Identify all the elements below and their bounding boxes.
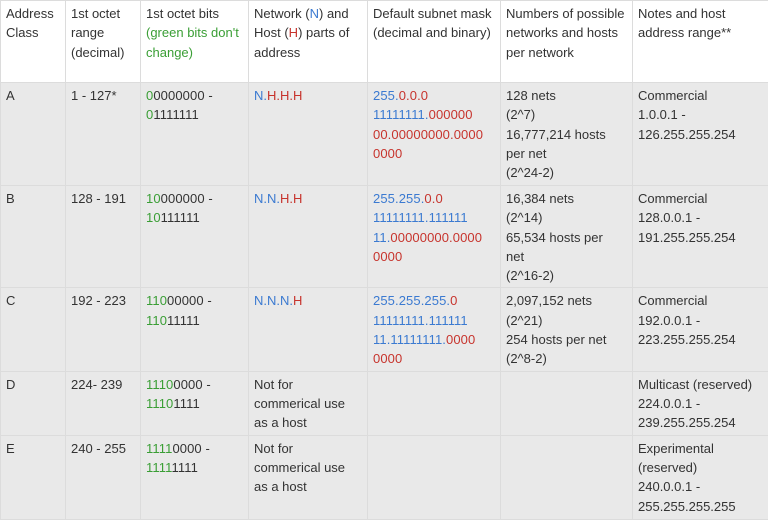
cell-class: E [1,435,66,519]
header-nh-n: N [310,6,319,21]
cell-counts [501,371,633,435]
header-notes: Notes and host address range** [633,1,768,83]
count-line: 254 hosts per net [506,330,628,349]
count-line: (2^7) [506,105,628,124]
mask-network: 255.255. [373,191,424,206]
host-part: H.H [280,191,302,206]
count-line: 65,534 hosts per [506,228,628,247]
header-counts: Numbers of possible networks and hosts per network [501,1,633,83]
note-line: Commercial [638,189,764,208]
header-address-class: Address Class [1,1,66,83]
network-part: N. [254,88,267,103]
header-nh-text-2: ) and Host ( [254,6,349,40]
cell-notes [633,371,768,435]
mask-host: 0000 [373,351,402,366]
mask-network: 11111111.111111 [373,313,468,328]
cell-bits [141,435,249,519]
note-line: Multicast (reserved) [638,375,764,394]
cell-class: B [1,186,66,288]
count-line: (2^8-2) [506,349,628,368]
mask-host: 0.0.0 [399,88,428,103]
bits-variable: 1111 [171,460,197,475]
nh-text-line: commerical use [254,394,363,413]
count-line: per net [506,144,628,163]
cell-notes [633,288,768,371]
cell-bits [141,186,249,288]
table-row-class-a [1,83,768,186]
cell-bits [141,371,249,435]
cell-subnet-mask [368,288,501,371]
cell-notes [633,186,768,288]
host-part: H [293,293,302,308]
mask-network: 255.255.255. [373,293,450,308]
bits-fixed: 0 [146,88,153,103]
cell-range: 240 - 255 [66,435,141,519]
mask-host: 00.00000000.0000 [373,127,483,142]
bits-variable: 0000 - [172,441,209,456]
mask-host: 0.0 [424,191,442,206]
cell-network-host [249,435,368,519]
bits-variable: 0000000 - [153,88,212,103]
count-line: (2^24-2) [506,163,628,182]
cell-network-host [249,186,368,288]
cell-range: 128 - 191 [66,186,141,288]
mask-network: 11111111. [373,107,429,122]
header-subnet-mask: Default subnet mask (decimal and binary) [368,1,501,83]
note-line: (reserved) [638,458,764,477]
header-octet-range: 1st octet range (decimal) [66,1,141,83]
note-line: 191.255.255.254 [638,228,764,247]
nh-text-line: as a host [254,413,363,432]
network-part: N.N.N. [254,293,293,308]
count-line: (2^14) [506,208,628,227]
cell-counts [501,186,633,288]
mask-host: 00000000.0000 [390,230,482,245]
bits-variable: 11111 [167,313,200,328]
cell-subnet-mask [368,186,501,288]
cell-class: A [1,83,66,186]
note-line: 255.255.255.255 [638,497,764,516]
cell-notes [633,435,768,519]
header-nh-h: H [289,25,298,40]
cell-subnet-mask [368,435,501,519]
nh-text-line: commerical use [254,458,363,477]
table-row-class-c [1,288,768,371]
table-row-class-d [1,371,768,435]
cell-subnet-mask [368,371,501,435]
bits-fixed: 0 [146,107,153,122]
cell-bits [141,288,249,371]
bits-fixed: 110 [146,293,167,308]
cell-range: 224- 239 [66,371,141,435]
host-part: H.H.H [267,88,302,103]
mask-host: 0 [450,293,457,308]
count-line: (2^16-2) [506,266,628,285]
bits-fixed: 1110 [146,377,173,392]
cell-counts [501,83,633,186]
header-green-bits-note: (green bits don't change) [146,25,239,59]
bits-fixed: 1110 [146,396,173,411]
mask-network: 11.11111111. [373,332,446,347]
cell-network-host [249,288,368,371]
bits-fixed: 1111 [146,460,171,475]
mask-host: 0000 [373,146,402,161]
note-line: 224.0.0.1 - [638,394,764,413]
bits-fixed: 10 [146,191,161,206]
count-line: 16,777,214 hosts [506,125,628,144]
note-line: 1.0.0.1 - [638,105,764,124]
bits-variable: 0000 - [173,377,210,392]
note-line: 240.0.0.1 - [638,477,764,496]
cell-network-host [249,371,368,435]
note-line: Commercial [638,86,764,105]
count-line: 128 nets [506,86,628,105]
count-line: net [506,247,628,266]
cell-counts [501,288,633,371]
mask-host: 0000 [373,249,402,264]
header-network-host [249,1,368,83]
note-line: Experimental [638,439,764,458]
header-nh-text-1: Network ( [254,6,310,21]
note-line: 223.255.255.254 [638,330,764,349]
cell-class: C [1,288,66,371]
header-octet-bits [141,1,249,83]
note-line: 192.0.0.1 - [638,311,764,330]
note-line: 239.255.255.254 [638,413,764,432]
nh-text-line: as a host [254,477,363,496]
count-line: 16,384 nets [506,189,628,208]
bits-variable: 111111 [161,210,200,225]
cell-notes [633,83,768,186]
bits-variable: 00000 - [167,293,212,308]
count-line: 2,097,152 nets [506,291,628,310]
header-octet-bits-label: 1st octet bits [146,6,219,21]
bits-fixed: 110 [146,313,167,328]
note-line: Commercial [638,291,764,310]
cell-network-host [249,83,368,186]
bits-fixed: 10 [146,210,161,225]
mask-network: 255. [373,88,399,103]
header-row [1,1,768,83]
nh-text-line: Not for [254,375,363,394]
bits-variable: 1111111 [153,107,199,122]
cell-bits [141,83,249,186]
cell-subnet-mask [368,83,501,186]
mask-network: 11111111.111111 [373,210,468,225]
cell-range: 1 - 127* [66,83,141,186]
note-line: 126.255.255.254 [638,125,764,144]
header-nh-text-3: ) parts of address [254,25,349,59]
bits-fixed: 1111 [146,441,172,456]
mask-host: 0000 [446,332,475,347]
count-line: (2^21) [506,311,628,330]
mask-host: 000000 [429,107,473,122]
note-line: 128.0.0.1 - [638,208,764,227]
table-row-class-b [1,186,768,288]
bits-variable: 000000 - [161,191,213,206]
cell-range: 192 - 223 [66,288,141,371]
bits-variable: 1111 [173,396,199,411]
table-row-class-e [1,435,768,519]
nh-text-line: Not for [254,439,363,458]
mask-network: 11. [373,230,390,245]
cell-counts [501,435,633,519]
network-part: N.N. [254,191,280,206]
cell-class: D [1,371,66,435]
